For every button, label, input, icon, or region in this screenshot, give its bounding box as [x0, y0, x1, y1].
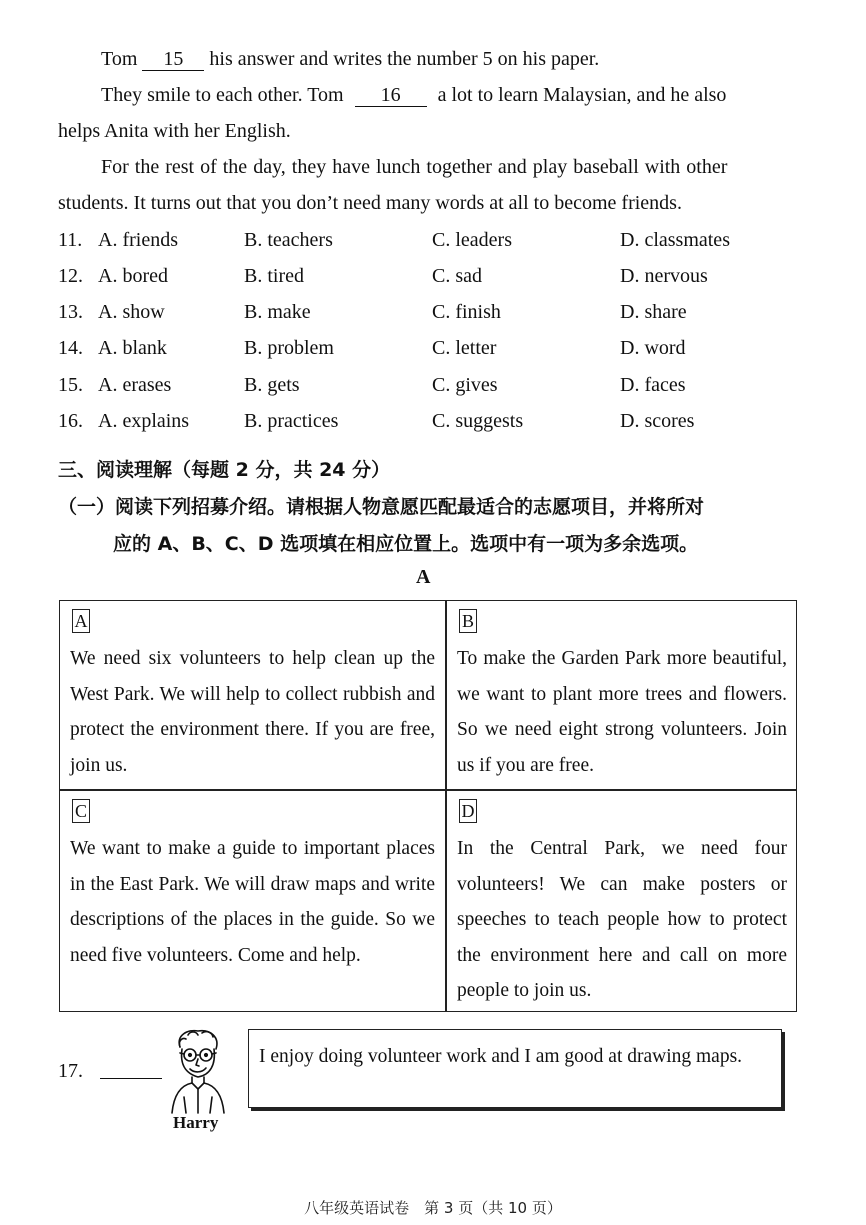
page-footer: 八年级英语试卷 第 3 页（共 10 页） — [304, 1199, 562, 1217]
volunteer-projects-grid — [59, 600, 797, 1012]
card-label-b: B — [459, 609, 477, 633]
project-card-a — [60, 601, 445, 789]
passage-line-3: helps Anita with her English. — [58, 120, 291, 142]
question-17-number: 17. — [58, 1060, 83, 1082]
project-card-d — [447, 791, 797, 1011]
card-label-a: A — [72, 609, 90, 633]
project-card-c — [60, 791, 445, 1011]
part-heading: A — [416, 566, 431, 588]
answer-blank-15: 15 — [142, 48, 204, 71]
harry-speech-box: I enjoy doing volunteer work and I am good at drawing maps. — [248, 1029, 782, 1108]
instruction-line-1: （一）阅读下列招募介绍。请根据人物意愿匹配最适合的志愿项目，并将所对 — [58, 496, 705, 518]
card-label-d: D — [459, 799, 477, 823]
question-17-answer-blank[interactable] — [100, 1078, 162, 1079]
answer-blank-16: 16 — [355, 84, 427, 107]
instruction-line-2: 应的 A、B、C、D 选项填在相应位置上。选项中有一项为多余选项。 — [113, 533, 699, 555]
card-label-c: C — [72, 799, 90, 823]
card-text-d: In the Central Park, we need four volunteers! We can make posters or speeches to teach people how to protect the environment here and call on more people to join us. — [457, 838, 787, 1001]
passage-line-5: students. It turns out that you don’t need many words at all to become friends. — [58, 192, 682, 214]
option-row-14: 14. A. blank B. problem C. letter D. word — [58, 337, 686, 359]
option-row-13: 13. A. show B. make C. finish D. share — [58, 301, 687, 323]
harry-portrait-icon — [166, 1027, 230, 1115]
section-title: 三、阅读理解（每题 2 分，共 24 分） — [58, 459, 391, 481]
harry-name-label: Harry — [173, 1113, 219, 1132]
option-row-12: 12. A. bored B. tired C. sad D. nervous — [58, 265, 708, 287]
card-text-b: To make the Garden Park more beautiful, we want to plant more trees and flowers. So we need eight strong volunteers. Join us if you are free. — [457, 648, 787, 776]
project-card-b — [447, 601, 797, 789]
passage-line-2: They smile to each other. Tom 16 a lot to learn Malaysian, and he also — [101, 84, 727, 106]
option-row-11: 11. A. friends B. teachers C. leaders D. classmates — [58, 229, 730, 251]
passage-line-1: Tom 15 his answer and writes the number 5 on his paper. — [101, 48, 600, 70]
option-row-16: 16. A. explains B. practices C. suggests D. scores — [58, 410, 695, 432]
option-row-15: 15. A. erases B. gets C. gives D. faces — [58, 374, 686, 396]
passage-line-4: For the rest of the day, they have lunch together and play baseball with other — [101, 156, 728, 178]
card-text-c: We want to make a guide to important places in the East Park. We will draw maps and write descriptions of the places in the guide. So we need five volunteers. Come and help. — [70, 838, 435, 966]
card-text-a: We need six volunteers to help clean up the West Park. We will help to collect rubbish and protect the environment there. If you are free, join us. — [70, 648, 435, 776]
